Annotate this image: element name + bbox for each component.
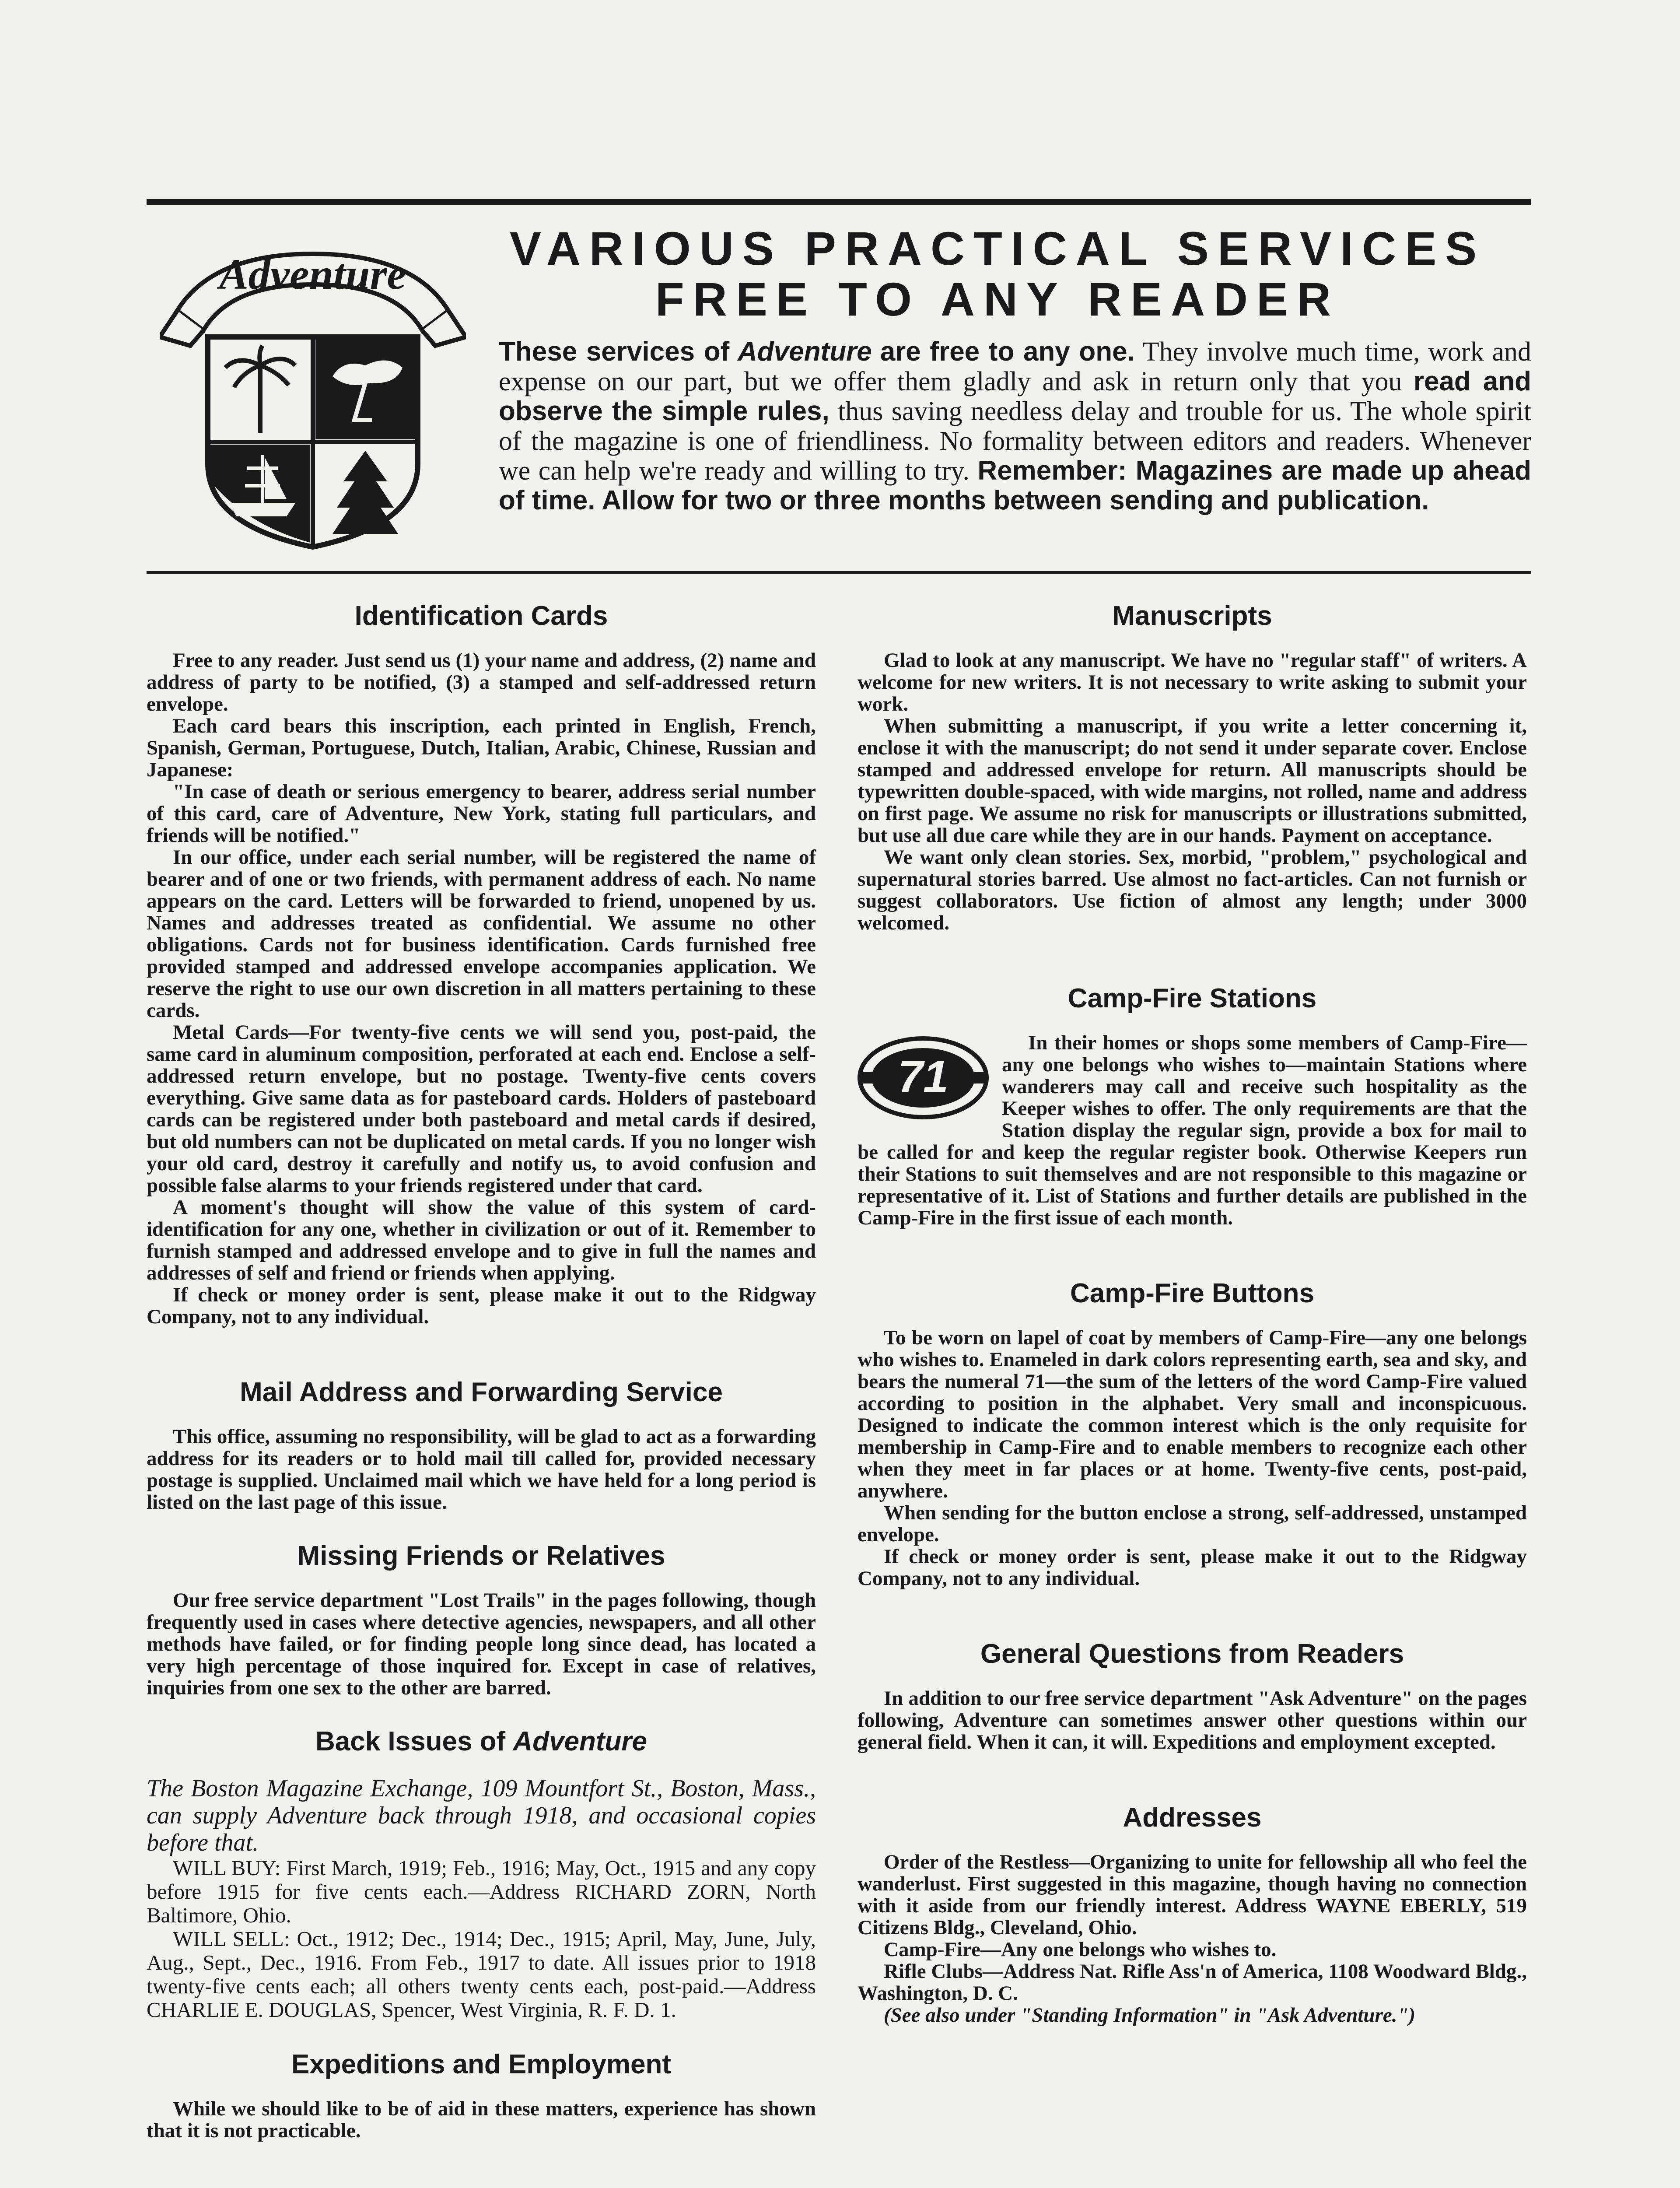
intro-bold-2: read and observe the simple rules, xyxy=(499,366,1532,426)
section-paragraph: Free to any reader. Just send us (1) your name and address, (2) name and address of party to be notified, (3) a stamped and self-addressed return envelope. xyxy=(147,649,816,715)
header-top-rule xyxy=(147,199,1531,205)
section-heading: Missing Friends or Relatives xyxy=(297,1541,665,1571)
logo-banner-text: Adventure xyxy=(219,250,406,298)
intro-text-1: They involve much time, work and expense on our part, but we offer them gladly and ask in return only that you xyxy=(499,337,1531,396)
page-title-line-1: VARIOUS PRACTICAL SERVICES xyxy=(509,222,1486,275)
intro-paragraph xyxy=(499,337,1531,515)
section-paragraph: WILL BUY: First March, 1919; Feb., 1916; May, Oct., 1915 and any copy before 1915 for five cents each.—Address RICHARD ZORN, North Baltimore, Ohio. xyxy=(147,1856,816,1927)
section-heading: Expeditions and Employment xyxy=(291,2049,672,2079)
intro-bold-1: These services of xyxy=(499,337,730,367)
left-column xyxy=(147,600,816,2142)
intro-bold-italic: Adventure xyxy=(738,337,872,367)
section-paragraph: In our office, under each serial number, will be registered the name of bearer and of one or two friends, with permanent address of each. No name appears on the card. Letters will be forwarded to friend, unopened by us. Names and addresses treated as confidential. We assume no other obligations. Cards not for business identification. Cards furnished free provided stamped and addressed envelope accompanies application. We reserve the right to use our own discretion in all matters pertaining to these cards. xyxy=(147,846,816,1022)
section-general-questions xyxy=(858,1637,1527,1753)
emblem-number: 71 xyxy=(898,1052,948,1102)
section-heading: Manuscripts xyxy=(1112,601,1272,631)
section-heading: Addresses xyxy=(1123,1802,1262,1833)
section-paragraph: To be worn on lapel of coat by members of Camp-Fire—any one belongs who wishes to. Enameled in dark colors representing earth, sea and sky, and bears the numeral 71—the sum of the letters of the word Camp-Fire valued according to position in the alphabet. Very small and inconspicuous. Designed to indicate the common interest which is the only requisite for membership in Camp-Fire and to enable members to recognize each other when they meet in far places or at home. Twenty-five cents, post-paid, anywhere. xyxy=(858,1326,1527,1502)
section-heading: Identification Cards xyxy=(354,601,608,631)
page-title-line-2: FREE TO ANY READER xyxy=(655,273,1340,326)
section-paragraph: In addition to our free service department "Ask Adventure" on the pages following, Adventure can sometimes answer other questions within our general field. When it can, it will. Expeditions and employment excepted. xyxy=(858,1687,1527,1753)
section-identification-cards xyxy=(147,600,816,1328)
campfire-71-emblem-icon xyxy=(858,1036,989,1119)
section-paragraph: While we should like to be of aid in these matters, experience has shown that it is not practicable. xyxy=(147,2097,816,2142)
section-campfire-buttons xyxy=(858,1277,1527,1589)
section-paragraph: Camp-Fire—Any one belongs who wishes to. xyxy=(884,1938,1277,1961)
section-paragraph: Metal Cards—For twenty-five cents we will send you, post-paid, the same card in aluminum composition, perforated at each end. Enclose a self-addressed return envelope, but no postage. Twenty-five cents covers everything. Give same data as for pasteboard cards. Holders of pasteboard cards can be registered under both pasteboard and metal cards if desired, but old numbers can not be duplicated on metal cards. If you no longer wish your old card, destroy it carefully and notify us, to avoid confusion and possible false alarms to your friends registered under that card. xyxy=(147,1021,816,1197)
section-heading: General Questions from Readers xyxy=(980,1639,1404,1669)
section-paragraph: Rifle Clubs—Address Nat. Rifle Ass'n of America, 1108 Woodward Bldg., Washington, D. C. xyxy=(858,1960,1527,2005)
intro-bold-1c: are free to any one. xyxy=(880,337,1135,367)
section-paragraph: We want only clean stories. Sex, morbid, "problem," psychological and supernatural stories barred. Use almost no fact-articles. Can not furnish or suggest collaborators. Use fiction of almost any length; under 3000 welcomed. xyxy=(858,846,1527,934)
section-mail-address xyxy=(147,1376,816,1513)
page-title xyxy=(464,223,1531,325)
right-column xyxy=(858,600,1527,2026)
section-campfire-stations xyxy=(858,982,1527,1229)
section-paragraph: WILL SELL: Oct., 1912; Dec., 1914; Dec., 1915; April, May, June, July, Aug., Sept., Dec., 1916. From Feb., 1917 to date. All issues prior to 1918 twenty-five cents each; all others twenty cents each, post-paid.—Address CHARLIE E. DOUGLAS, Spencer, West Virginia, R. F. D. 1. xyxy=(147,1927,816,2022)
section-paragraph: This office, assuming no responsibility, will be glad to act as a forwarding address for its readers or to hold mail till called for, provided necessary postage is supplied. Unclaimed mail which we have held for a long period is listed on the last page of this issue. xyxy=(147,1425,816,1514)
section-paragraph: In their homes or shops some members of Camp-Fire—any one belongs who wishes to—maintain Stations where wanderers may call and receive such hospitality as the Keeper wishes to offer. The only requirements are that the Station display the regular sign, provide a box for mail to be called for and keep the regular register book. Otherwise Keepers run their Stations to suit themselves and are not responsible to this magazine or representative of it. List of Stations and further details are published in the Camp-Fire in the first issue of each month. xyxy=(858,1031,1527,1229)
section-manuscripts xyxy=(858,600,1527,934)
section-heading-italic: Adventure xyxy=(513,1726,648,1757)
section-heading: Camp-Fire Buttons xyxy=(1070,1278,1314,1308)
section-paragraph: (See also under "Standing Information" in "Ask Adventure.") xyxy=(884,2004,1416,2027)
adventure-crest-logo xyxy=(160,236,466,551)
section-paragraph: Each card bears this inscription, each printed in English, French, Spanish, German, Portuguese, Dutch, Italian, Arabic, Chinese, Russian and Japanese: xyxy=(147,715,816,781)
section-paragraph: If check or money order is sent, please make it out to the Ridgway Company, not to any individual. xyxy=(858,1545,1527,1590)
header-bottom-rule xyxy=(147,571,1531,574)
section-heading: Camp-Fire Stations xyxy=(1068,983,1317,1013)
intro-bold-3: Remember: Magazines are made up ahead of time. Allow for two or three months between sending and publication. xyxy=(499,456,1531,515)
section-paragraph: Order of the Restless—Organizing to unite for fellowship all who feel the wanderlust. First suggested in this magazine, though having no connection with it aside from our friendly interest. Address WAYNE EBERLY, 519 Citizens Bldg., Cleveland, Ohio. xyxy=(858,1851,1527,1939)
section-paragraph: "In case of death or serious emergency to bearer, address serial number of this card, care of Adventure, New York, stating full particulars, and friends will be notified." xyxy=(147,780,816,847)
section-paragraph: If check or money order is sent, please make it out to the Ridgway Company, not to any individual. xyxy=(147,1283,816,1328)
section-heading: Mail Address and Forwarding Service xyxy=(240,1377,723,1407)
section-paragraph: When sending for the button enclose a strong, self-addressed, unstamped envelope. xyxy=(858,1501,1527,1546)
intro-text-2: thus saving needless delay and trouble for us. The whole spirit of the magazine is one of friendliness. No formality between editors and readers. Whenever we can help we're ready and willing to try. xyxy=(499,396,1531,486)
section-paragraph: The Boston Magazine Exchange, 109 Mountfort St., Boston, Mass., can supply Adventure back through 1918, and occasional copies before that. xyxy=(147,1775,816,1856)
section-heading-text: Back Issues of xyxy=(315,1726,506,1757)
section-paragraph: When submitting a manuscript, if you write a letter concerning it, enclose it with the manuscript; do not send it under separate cover. Enclose stamped and addressed envelope for return. All manuscripts should be typewritten double-spaced, with wide margins, not rolled, name and address on first page. We assume no risk for manuscripts or illustrations submitted, but use all due care while they are in our hands. Payment on acceptance. xyxy=(858,715,1527,847)
section-heading xyxy=(147,1725,816,1758)
section-paragraph: Glad to look at any manuscript. We have no "regular staff" of writers. A welcome for new writers. It is not necessary to write asking to submit your work. xyxy=(858,649,1527,715)
section-expeditions xyxy=(147,2048,816,2142)
section-paragraph: Our free service department "Lost Trails" in the pages following, though frequently used in cases where detective agencies, newspapers, and all other methods have failed, or for finding people long since dead, has located a very high percentage of those inquired for. Except in case of relatives, inquiries from one sex to the other are barred. xyxy=(147,1589,816,1699)
section-missing-friends xyxy=(147,1539,816,1699)
section-addresses xyxy=(858,1801,1527,2026)
section-back-issues xyxy=(147,1725,816,2022)
section-paragraph: A moment's thought will show the value of this system of card-identification for any one, whether in civilization or out of it. Remember to furnish stamped and addressed envelope and to give in full the names and addresses of self and friend or friends when applying. xyxy=(147,1196,816,1284)
